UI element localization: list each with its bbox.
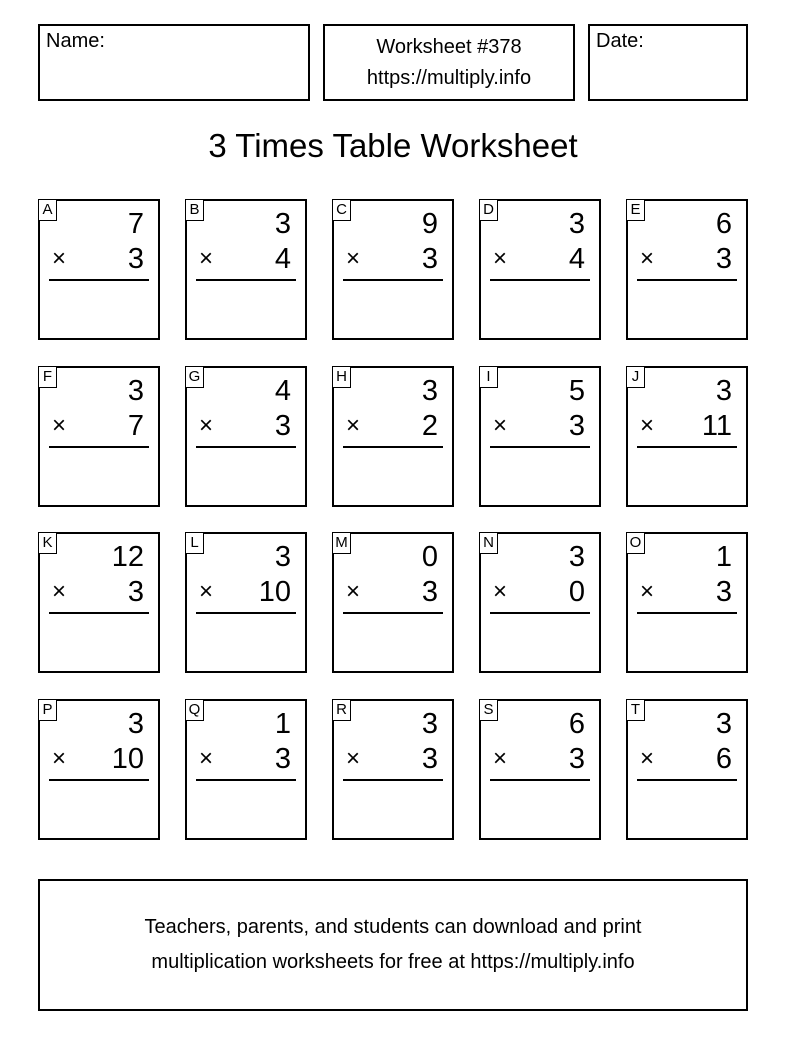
multiplicand: 1 [715,541,732,573]
problem-label: R [332,699,351,721]
problem-card[interactable] [38,699,160,840]
problem-card[interactable] [626,199,748,340]
answer-line [343,279,443,281]
multiplier: 11 [701,410,732,442]
multiplicand: 3 [715,375,732,407]
multiplier: 3 [421,743,438,775]
times-icon: × [493,412,508,439]
answer-line [343,446,443,448]
multiplicand: 3 [568,208,585,240]
times-icon: × [640,578,655,605]
problem-card[interactable] [332,532,454,673]
times-icon: × [52,245,67,272]
problem-card[interactable] [332,199,454,340]
times-icon: × [640,245,655,272]
footer-line-2: multiplication worksheets for free at https://multiply.info [151,951,635,973]
problem-label: E [626,199,645,221]
problem-card[interactable] [479,199,601,340]
multiplicand: 0 [421,541,438,573]
problem-card[interactable] [626,366,748,507]
problem-card[interactable] [38,199,160,340]
problem-label: P [38,699,57,721]
problem-card[interactable] [185,532,307,673]
answer-line [637,779,737,781]
times-icon: × [52,745,67,772]
multiplicand: 4 [274,375,291,407]
multiplicand: 3 [421,375,438,407]
multiplier: 4 [274,243,291,275]
problem-card[interactable] [479,366,601,507]
footer-box [38,879,748,1011]
problem-label: B [185,199,204,221]
times-icon: × [346,745,361,772]
times-icon: × [199,245,214,272]
problem-label: K [38,532,57,554]
times-icon: × [52,412,67,439]
multiplicand: 9 [421,208,438,240]
times-icon: × [52,578,67,605]
problem-card[interactable] [185,699,307,840]
multiplier: 6 [715,743,732,775]
multiplier: 2 [421,410,438,442]
problem-card[interactable] [479,532,601,673]
footer-line-1: Teachers, parents, and students can download and print [144,916,642,938]
multiplier: 3 [127,576,144,608]
multiplier: 3 [715,243,732,275]
multiplicand: 6 [715,208,732,240]
multiplicand: 3 [568,541,585,573]
answer-line [490,612,590,614]
problem-label: T [626,699,645,721]
problem-label: D [479,199,498,221]
times-icon: × [346,578,361,605]
answer-line [490,446,590,448]
problem-card[interactable] [332,699,454,840]
answer-line [49,279,149,281]
answer-line [343,779,443,781]
problem-label: O [626,532,645,554]
multiplier: 3 [127,243,144,275]
problem-label: S [479,699,498,721]
multiplier: 4 [568,243,585,275]
multiplier: 10 [111,743,144,775]
multiplicand: 5 [568,375,585,407]
multiplier: 7 [127,410,144,442]
problem-card[interactable] [626,699,748,840]
times-icon: × [493,745,508,772]
problem-label: H [332,366,351,388]
times-icon: × [199,745,214,772]
multiplicand: 3 [127,708,144,740]
multiplier: 10 [258,576,291,608]
answer-line [490,279,590,281]
multiplicand: 7 [127,208,144,240]
multiplier: 3 [568,410,585,442]
problem-label: F [38,366,57,388]
problem-label: I [479,366,498,388]
multiplier: 3 [421,243,438,275]
multiplier: 3 [715,576,732,608]
times-icon: × [346,245,361,272]
multiplier: 3 [421,576,438,608]
problem-card[interactable] [626,532,748,673]
answer-line [196,779,296,781]
answer-line [637,279,737,281]
multiplicand: 3 [421,708,438,740]
times-icon: × [493,245,508,272]
problem-label: M [332,532,351,554]
answer-line [637,446,737,448]
answer-line [490,779,590,781]
problem-card[interactable] [38,532,160,673]
answer-line [49,446,149,448]
problem-label: J [626,366,645,388]
date-label: Date: [596,30,644,52]
answer-line [49,612,149,614]
page-title: 3 Times Table Worksheet [208,127,578,164]
multiplier: 3 [274,743,291,775]
problem-label: G [185,366,204,388]
times-icon: × [493,578,508,605]
answer-line [196,612,296,614]
multiplier: 3 [568,743,585,775]
problem-label: N [479,532,498,554]
problem-card[interactable] [38,366,160,507]
multiplier: 0 [568,576,585,608]
answer-line [196,446,296,448]
name-label: Name: [46,30,105,52]
answer-line [637,612,737,614]
times-icon: × [640,745,655,772]
problem-card[interactable] [185,366,307,507]
times-icon: × [199,412,214,439]
problem-card[interactable] [479,699,601,840]
answer-line [49,779,149,781]
times-icon: × [346,412,361,439]
multiplicand: 1 [274,708,291,740]
multiplicand: 12 [111,541,144,573]
multiplier: 3 [274,410,291,442]
multiplicand: 3 [274,208,291,240]
answer-line [196,279,296,281]
problem-label: A [38,199,57,221]
multiplicand: 3 [715,708,732,740]
times-icon: × [640,412,655,439]
multiplicand: 3 [274,541,291,573]
multiplicand: 3 [127,375,144,407]
answer-line [343,612,443,614]
problem-label: Q [185,699,204,721]
worksheet-number: Worksheet #378 [376,36,522,58]
worksheet-url: https://multiply.info [366,67,532,89]
times-icon: × [199,578,214,605]
multiplicand: 6 [568,708,585,740]
problem-label: L [185,532,204,554]
problem-card[interactable] [332,366,454,507]
problem-card[interactable] [185,199,307,340]
problem-label: C [332,199,351,221]
